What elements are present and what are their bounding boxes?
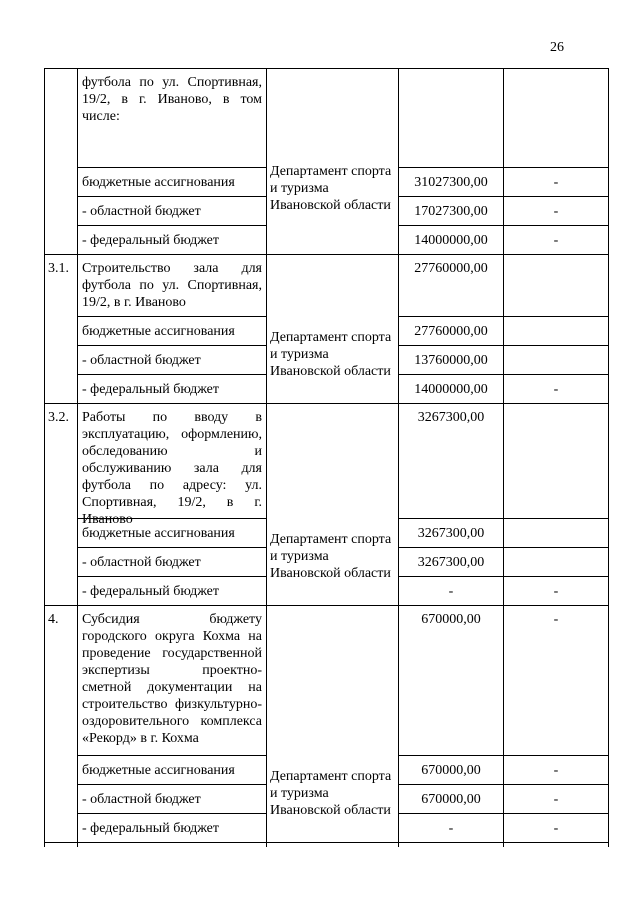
amount: 27760000,00 — [414, 324, 488, 339]
line-label-federal: - федеральный бюджет — [82, 584, 220, 599]
amount: - — [448, 584, 454, 599]
line-label-budget: бюджетные ассигнования — [82, 324, 235, 339]
amount: 670000,00 — [421, 763, 481, 778]
department: Департамент спорта и туризма Ивановской области — [270, 532, 392, 581]
item-extra: - — [553, 612, 559, 627]
line-label-budget: бюджетные ассигнования — [82, 526, 235, 541]
amount: 3267300,00 — [417, 555, 485, 570]
line-label-regional: - областной бюджет — [82, 555, 201, 570]
amount: 31027300,00 — [414, 175, 488, 190]
item-description: Строительство зала для футбола по ул. Спортивная, 19/2, в г. Иваново — [82, 261, 262, 310]
extra-value: - — [553, 175, 559, 190]
department: Департамент спорта и туризма Ивановской области — [270, 330, 392, 379]
item-number: 3.2. — [48, 410, 69, 425]
item-number: 3.1. — [48, 261, 69, 276]
amount: 14000000,00 — [414, 382, 488, 397]
item-number: 4. — [48, 612, 59, 627]
extra-value: - — [553, 233, 559, 248]
amount: 17027300,00 — [414, 204, 488, 219]
item-description: Работы по вводу в эксплуатацию, оформлению, обследованию и обслуживанию зала для футбола по адресу: ул. Спортивная, 19/2, в г. Иваново — [82, 410, 262, 527]
item-description: футбола по ул. Спортивная, 19/2, в г. Иваново, в том числе: — [82, 75, 262, 124]
extra-value: - — [553, 584, 559, 599]
item-description: Субсидия бюджету городского округа Кохма на проведение государственной экспертизы проектно-сметной документации на строительство физкультурно-оздоровительного комплекса «Рекорд» в г. Кохма — [82, 612, 262, 746]
item-amount: 670000,00 — [421, 612, 481, 627]
extra-value: - — [553, 792, 559, 807]
page-number: 26 — [550, 40, 564, 55]
line-label-budget: бюджетные ассигнования — [82, 763, 235, 778]
line-label-budget: бюджетные ассигнования — [82, 175, 235, 190]
amount: - — [448, 821, 454, 836]
line-label-federal: - федеральный бюджет — [82, 382, 220, 397]
line-label-regional: - областной бюджет — [82, 353, 201, 368]
extra-value: - — [553, 763, 559, 778]
extra-value: - — [553, 821, 559, 836]
item-amount: 27760000,00 — [414, 261, 488, 276]
line-label-federal: - федеральный бюджет — [82, 233, 220, 248]
amount: 3267300,00 — [417, 526, 485, 541]
amount: 670000,00 — [421, 792, 481, 807]
amount: 13760000,00 — [414, 353, 488, 368]
extra-value: - — [553, 382, 559, 397]
department: Департамент спорта и туризма Ивановской области — [270, 769, 392, 818]
line-label-regional: - областной бюджет — [82, 792, 201, 807]
amount: 14000000,00 — [414, 233, 488, 248]
department: Департамент спорта и туризма Ивановской области — [270, 164, 392, 213]
line-label-federal: - федеральный бюджет — [82, 821, 220, 836]
item-amount: 3267300,00 — [417, 410, 485, 425]
extra-value: - — [553, 204, 559, 219]
line-label-regional: - областной бюджет — [82, 204, 201, 219]
